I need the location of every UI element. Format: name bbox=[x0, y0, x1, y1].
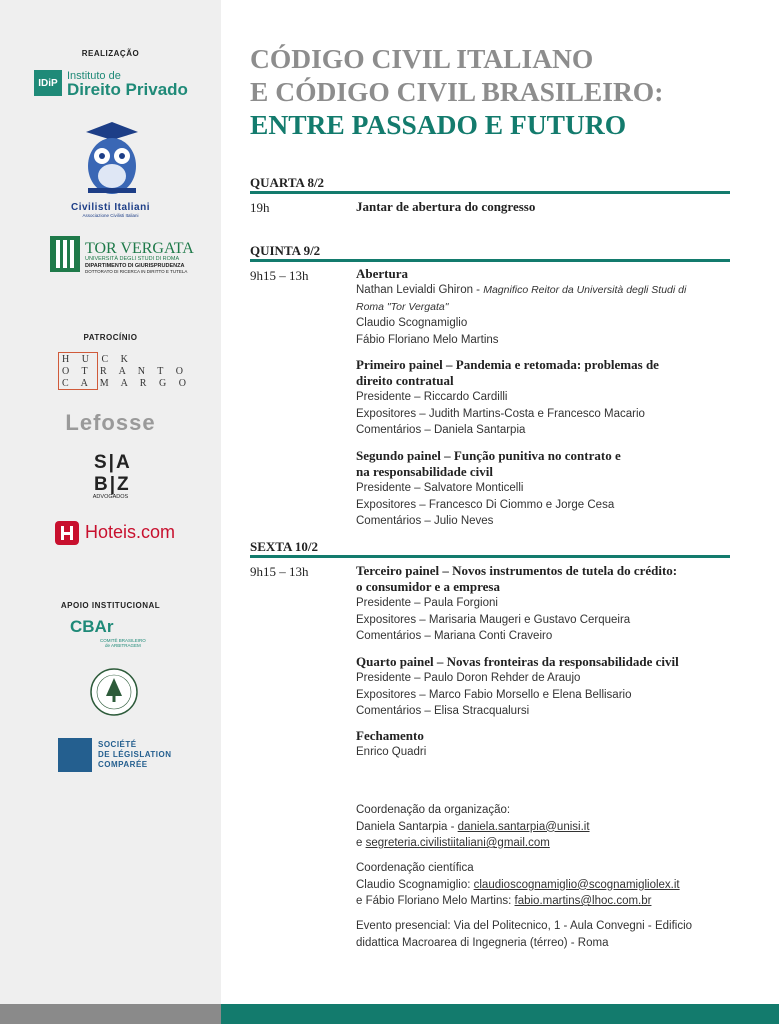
day-label-quinta: QUINTA 9/2 bbox=[250, 243, 321, 258]
abertura-speaker1-name: Nathan Levialdi Ghiron - bbox=[356, 284, 484, 296]
sabz-logo bbox=[94, 452, 132, 496]
jantar-heading: Jantar de abertura do congresso bbox=[356, 199, 536, 214]
painel4-presidente: Presidente – Paulo Doron Rehder de Araujo bbox=[356, 672, 581, 684]
societe-line3: COMPARÉE bbox=[98, 760, 148, 769]
sci-title: Coordenação científica bbox=[356, 862, 474, 874]
lefosse-logo: Lefosse bbox=[65, 410, 156, 435]
civilisti-name: Civilisti Italiani bbox=[70, 202, 151, 213]
tor-vergata-doctorate: DOTTORATO DI RICERCA IN DIRITTO E TUTELA bbox=[85, 269, 188, 274]
civilisti-subtitle: Associazione Civilisti Italiani bbox=[82, 213, 139, 218]
time-sexta: 9h15 – 13h bbox=[250, 564, 309, 579]
cbar-sub-line1: COMITÊ BRASILEIRO bbox=[100, 638, 146, 643]
org-title: Coordenação da organização: bbox=[356, 804, 511, 816]
title-line1: CÓDIGO CIVIL ITALIANO bbox=[250, 43, 594, 74]
painel2-block bbox=[356, 448, 731, 530]
day-rule-quarta bbox=[250, 191, 730, 194]
org-line1: Daniela Santarpia - daniela.santarpia@unisi.it bbox=[356, 820, 590, 833]
painel2-presidente: Presidente – Salvatore Monticelli bbox=[356, 482, 524, 494]
cbar-sub-line2: de ARBITRAGEM bbox=[105, 643, 141, 648]
fechamento-block bbox=[356, 728, 731, 761]
idip-logo-line2: Direito Privado bbox=[67, 80, 188, 99]
abertura-speaker1-role: Magnifico Reitor da Università degli Studi di bbox=[483, 284, 687, 296]
tor-vergata-emblem bbox=[50, 236, 80, 272]
footer-bar-gray bbox=[0, 1004, 221, 1024]
day-rule-quinta bbox=[250, 259, 730, 262]
fechamento-heading: Fechamento bbox=[356, 728, 424, 743]
abertura-speaker1-role2: Roma "Tor Vergata" bbox=[356, 300, 449, 313]
painel1-heading-line1: Primeiro painel – Pandemia e retomada: problemas de bbox=[356, 357, 659, 372]
hoteis-logo-text: Hoteis.com bbox=[85, 522, 176, 542]
societe-emblem bbox=[58, 738, 92, 772]
painel3-comentarios: Comentários – Mariana Conti Craveiro bbox=[356, 630, 553, 642]
sabz-top: S|A bbox=[94, 452, 132, 473]
org-line2: e segreteria.civilistiitaliani@gmail.com bbox=[356, 837, 550, 849]
day-label-sexta: SEXTA 10/2 bbox=[250, 539, 319, 554]
realizacao-label: REALIZAÇÃO bbox=[81, 49, 140, 58]
event-line2: didattica Macroarea di Ingegneria (térreo) - Roma bbox=[356, 936, 609, 949]
abertura-speaker1 bbox=[356, 282, 731, 299]
painel4-block bbox=[356, 654, 731, 720]
societe-line2: DE LÉGISLATION bbox=[98, 750, 172, 759]
cbar-logo: CBAr bbox=[70, 617, 114, 636]
sci-email2-link[interactable]: fabio.martins@lhoc.com.br bbox=[514, 895, 652, 907]
footer-bar-teal bbox=[221, 1004, 779, 1024]
painel4-comentarios: Comentários – Elisa Stracqualursi bbox=[356, 705, 530, 717]
painel1-expositores: Expositores – Judith Martins-Costa e Francesco Macario bbox=[356, 407, 645, 420]
painel1-presidente: Presidente – Riccardo Cardilli bbox=[356, 391, 508, 403]
abertura-speaker2: Claudio Scognamiglio bbox=[356, 317, 468, 329]
painel2-heading-line2: na responsabilidade civil bbox=[356, 464, 494, 479]
hoteis-h-icon bbox=[55, 521, 79, 545]
painel2-comentarios: Comentários – Julio Neves bbox=[356, 515, 494, 527]
painel3-heading-line1: Terceiro painel – Novos instrumentos de tutela do crédito: bbox=[356, 563, 678, 578]
huck-otranto-logo bbox=[62, 354, 191, 390]
day-rule-sexta bbox=[250, 555, 730, 558]
tor-vergata-name: TOR VERGATA bbox=[85, 240, 194, 257]
org-email1-link[interactable]: daniela.santarpia@unisi.it bbox=[457, 820, 590, 833]
apoio-label: APOIO INSTITUCIONAL bbox=[60, 601, 161, 610]
sabz-subtitle: ADVOGADOS bbox=[92, 494, 129, 500]
title-line2: E CÓDIGO CIVIL BRASILEIRO: bbox=[250, 76, 664, 107]
societe-line1: SOCIÉTÉ bbox=[98, 740, 137, 749]
day-label-quarta: QUARTA 8/2 bbox=[250, 175, 325, 190]
sci-line2: e Fábio Floriano Melo Martins: fabio.martins@lhoc.com.br bbox=[356, 895, 652, 907]
huck-row2: O T R A N T O bbox=[62, 366, 188, 377]
event-line1: Evento presencial: Via del Politecnico, 1 - Aula Convegni - Edificio bbox=[356, 920, 693, 932]
painel3-heading-line2: o consumidor e a empresa bbox=[356, 579, 500, 594]
huck-row3: C A M A R G O bbox=[62, 378, 191, 389]
org-email2-link[interactable]: segreteria.civilistiitaliani@gmail.com bbox=[365, 837, 550, 849]
painel2-heading-line1: Segundo painel – Função punitiva no contrato e bbox=[356, 448, 621, 463]
org-contacts bbox=[356, 802, 731, 852]
tor-vergata-department: DIPARTIMENTO DI GIURISPRUDENZA bbox=[85, 263, 185, 269]
painel1-heading-line2: direito contratual bbox=[356, 373, 454, 388]
abertura-speaker3: Fábio Floriano Melo Martins bbox=[356, 333, 499, 346]
painel4-expositores: Expositores – Marco Fabio Morsello e Elena Bellisario bbox=[356, 688, 632, 701]
painel3-presidente: Presidente – Paula Forgioni bbox=[356, 597, 498, 609]
event-location bbox=[356, 918, 731, 951]
tor-vergata-university: UNIVERSITÀ DEGLI STUDI DI ROMA bbox=[85, 256, 180, 262]
idip-logo-badge: IDiP bbox=[34, 70, 62, 96]
painel2-expositores: Expositores – Francesco Di Ciommo e Jorge Cesa bbox=[356, 498, 615, 511]
painel3-expositores: Expositores – Marisaria Maugeri e Gustavo Cerqueira bbox=[356, 613, 631, 626]
time-quinta: 9h15 – 13h bbox=[250, 268, 309, 283]
page-title bbox=[250, 42, 663, 141]
sci-email1-link[interactable]: claudioscognamiglio@scognamigliolex.it bbox=[473, 878, 680, 891]
huck-row1: H U C K bbox=[62, 354, 133, 365]
tree-seal-logo bbox=[90, 668, 138, 716]
painel3-block bbox=[356, 563, 731, 645]
idip-logo-line1: Instituto de bbox=[67, 70, 121, 82]
patrocinio-label: PATROCÍNIO bbox=[83, 333, 138, 342]
sabz-bottom: B|Z bbox=[94, 474, 131, 495]
sci-contacts bbox=[356, 860, 731, 910]
civilisti-owl-logo bbox=[82, 120, 142, 198]
time-quarta: 19h bbox=[250, 200, 270, 215]
sci-line1: Claudio Scognamiglio: claudioscognamiglio@scognamigliolex.it bbox=[356, 878, 680, 891]
fechamento-speaker: Enrico Quadri bbox=[356, 746, 427, 758]
title-line3: ENTRE PASSADO E FUTURO bbox=[250, 109, 627, 140]
cbar-subtitle bbox=[100, 638, 146, 648]
painel4-heading: Quarto painel – Novas fronteiras da responsabilidade civil bbox=[356, 654, 679, 669]
societe-logo-text bbox=[98, 740, 172, 770]
abertura-heading: Abertura bbox=[356, 266, 408, 281]
abertura-block bbox=[356, 266, 731, 348]
painel1-block bbox=[356, 357, 731, 439]
painel1-comentarios: Comentários – Daniela Santarpia bbox=[356, 424, 526, 436]
